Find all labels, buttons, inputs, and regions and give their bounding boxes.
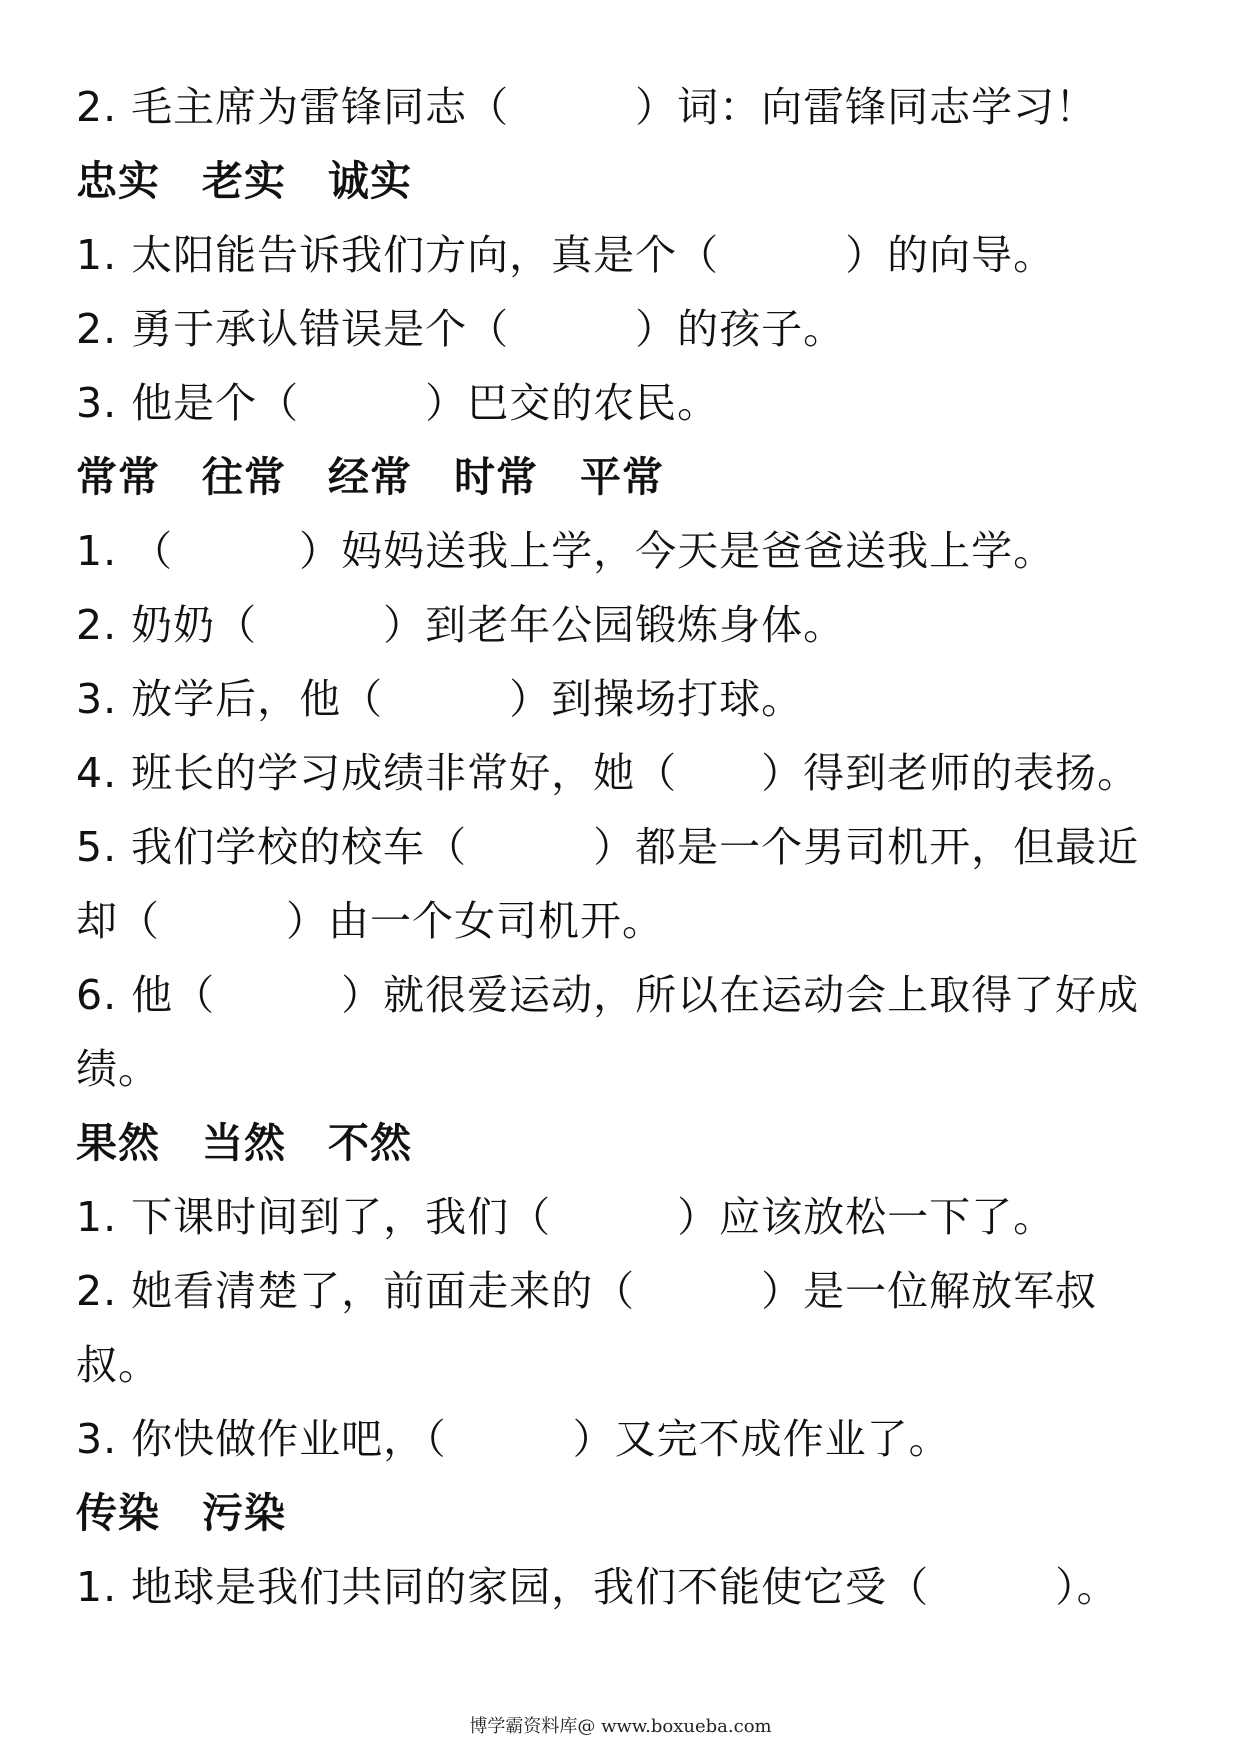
line-11: 5. 我们学校的校车（ ）都是一个男司机开，但最近却（ ）由一个女司机开。	[76, 823, 1140, 945]
line-01: 2. 毛主席为雷锋同志（ ）词：向雷锋同志学习！	[76, 83, 1098, 131]
line-10: 4. 班长的学习成绩非常好，她（ ）得到老师的表扬。	[76, 749, 1140, 797]
line-12: 6. 他（ ）就很爱运动，所以在运动会上取得了好成绩。	[76, 971, 1140, 1093]
line-09: 3. 放学后，他（ ）到操场打球。	[76, 675, 804, 723]
word-group-heading: 常常 往常 经常 时常 平常	[76, 453, 664, 501]
line-14: 1. 下课时间到了，我们（ ）应该放松一下了。	[76, 1193, 1056, 1241]
word-group-heading: 忠实 老实 诚实	[76, 157, 412, 205]
line-03: 1. 太阳能告诉我们方向，真是个（ ）的向导。	[76, 231, 1056, 279]
line-04: 2. 勇于承认错误是个（ ）的孩子。	[76, 305, 846, 353]
line-18: 1. 地球是我们共同的家园，我们不能使它受（ ）。	[76, 1563, 1119, 1611]
word-group-heading: 果然 当然 不然	[76, 1119, 412, 1167]
line-16: 3. 你快做作业吧，（ ）又完不成作业了。	[76, 1415, 951, 1463]
line-05: 3. 他是个（ ）巴交的农民。	[76, 379, 720, 427]
exercise-content	[76, 70, 1166, 1624]
footer-watermark: 博学霸资料库@ www.boxueba.com	[469, 1716, 772, 1737]
line-07: 1. （ ）妈妈送我上学，今天是爸爸送我上学。	[76, 527, 1056, 575]
line-15: 2. 她看清楚了，前面走来的（ ）是一位解放军叔叔。	[76, 1267, 1098, 1389]
line-08: 2. 奶奶（ ）到老年公园锻炼身体。	[76, 601, 846, 649]
word-group-heading: 传染 污染	[76, 1489, 286, 1537]
